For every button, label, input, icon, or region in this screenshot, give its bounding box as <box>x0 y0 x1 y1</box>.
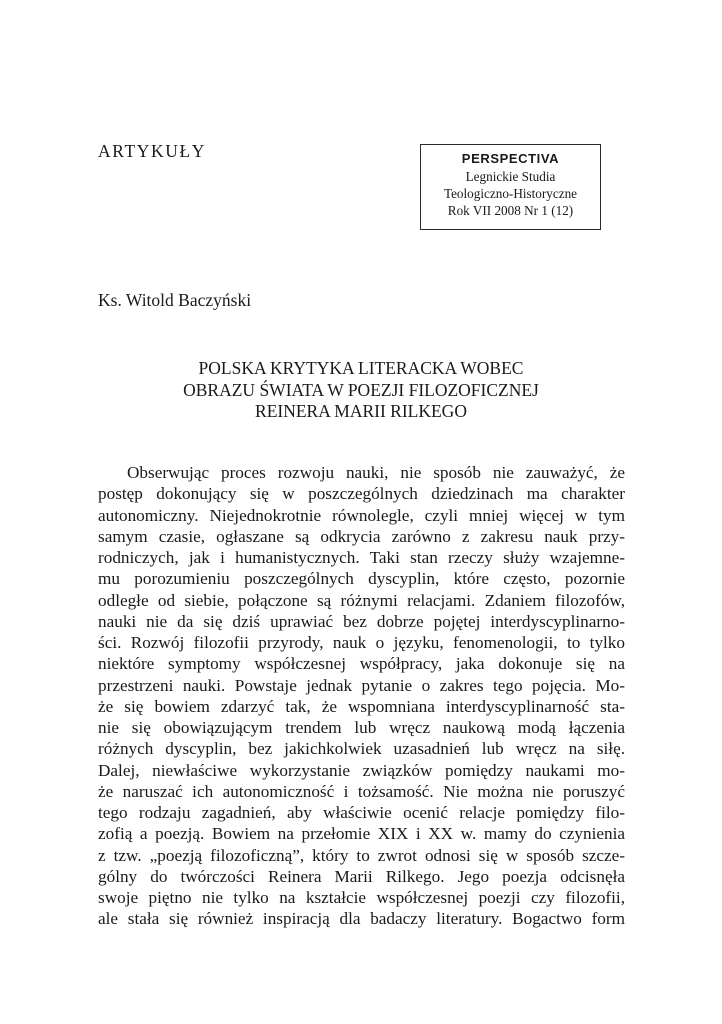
body-line: różnych dyscyplin, bez jakichkolwiek uzasadnień lub wręcz na siłę. <box>98 739 625 759</box>
journal-line-2: Teologiczno-Historyczne <box>443 186 578 201</box>
section-label: ARTYKUŁY <box>98 141 206 161</box>
body-line: tego rodzaju zagadnień, aby właściwie ocenić relacje pomiędzy filo- <box>98 803 625 822</box>
body-text <box>98 462 625 930</box>
body-line: gólny do twórczości Reinera Marii Rilkego. Jego poezja odcisnęła <box>98 866 625 886</box>
body-line: rodniczych, jak i humanistycznych. Taki stan rzeczy służy wzajemne- <box>98 548 625 567</box>
journal-line-1: Legnickie Studia <box>465 169 556 184</box>
journal-info-box <box>420 144 601 230</box>
body-line: nauki nie da się dziś uprawiać bez dobrze pojętej interdyscyplinarno- <box>98 611 625 631</box>
body-line: postęp dokonujący się w poszczególnych dziedzinach ma charakter <box>98 484 625 504</box>
body-line: z tzw. „poezją filozoficzną”, który to zwrot odnosi się w sposób szcze- <box>98 845 625 865</box>
journal-line-3: Rok VII 2008 Nr 1 (12) <box>447 203 574 218</box>
body-line: przestrzeni nauki. Powstaje jednak pytanie o zakres tego pojęcia. Mo- <box>98 675 625 695</box>
author-name: Ks. Witold Baczyński <box>98 290 252 310</box>
body-line: samym czasie, ogłaszane są odkrycia zarówno z zakresu nauk przy- <box>98 526 625 546</box>
journal-brand: PERSPECTIVA <box>461 151 560 166</box>
body-line: niektóre symptomy współczesnej współpracy, jaka dokonuje się na <box>98 654 625 674</box>
article-title-line-2: OBRAZU ŚWIATA W POEZJI FILOZOFICZNEJ <box>183 379 539 400</box>
body-line: odległe od siebie, połączone są różnymi relacjami. Zdaniem filozofów, <box>98 590 625 610</box>
body-line: ści. Rozwój filozofii przyrody, nauk o języku, fenomenologii, to tylko <box>98 633 625 652</box>
body-line: mu porozumieniu poszczególnych dyscyplin, które często, pozornie <box>98 569 625 589</box>
body-line: nie się obowiązującym trendem lub wręcz naukową modą łączenia <box>98 718 625 737</box>
body-line: że się bowiem zdarzyć tak, że wspomniana interdyscyplinarność sta- <box>98 696 625 716</box>
body-line: Dalej, niewłaściwe wykorzystanie związków pomiędzy naukami mo- <box>98 760 625 780</box>
body-line: że naruszać ich autonomiczność i tożsamość. Nie można nie poruszyć <box>98 781 625 801</box>
body-line: zofią a poezją. Bowiem na przełomie XIX i XX w. mamy do czynienia <box>98 824 625 844</box>
article-title-line-1: POLSKA KRYTYKA LITERACKA WOBEC <box>198 358 524 378</box>
body-line: Obserwując proces rozwoju nauki, nie sposób nie zauważyć, że <box>127 463 625 482</box>
body-line: autonomiczny. Niejednokrotnie równolegle, czyli mniej więcej w tym <box>98 505 625 525</box>
article-title-line-3: REINERA MARII RILKEGO <box>255 401 467 421</box>
body-line: swoje piętno nie tylko na kształcie współczesnej poezji czy filozofii, <box>98 888 625 907</box>
body-line: ale stała się również inspiracją dla badaczy literatury. Bogactwo form <box>98 909 625 929</box>
article-title <box>98 358 624 423</box>
